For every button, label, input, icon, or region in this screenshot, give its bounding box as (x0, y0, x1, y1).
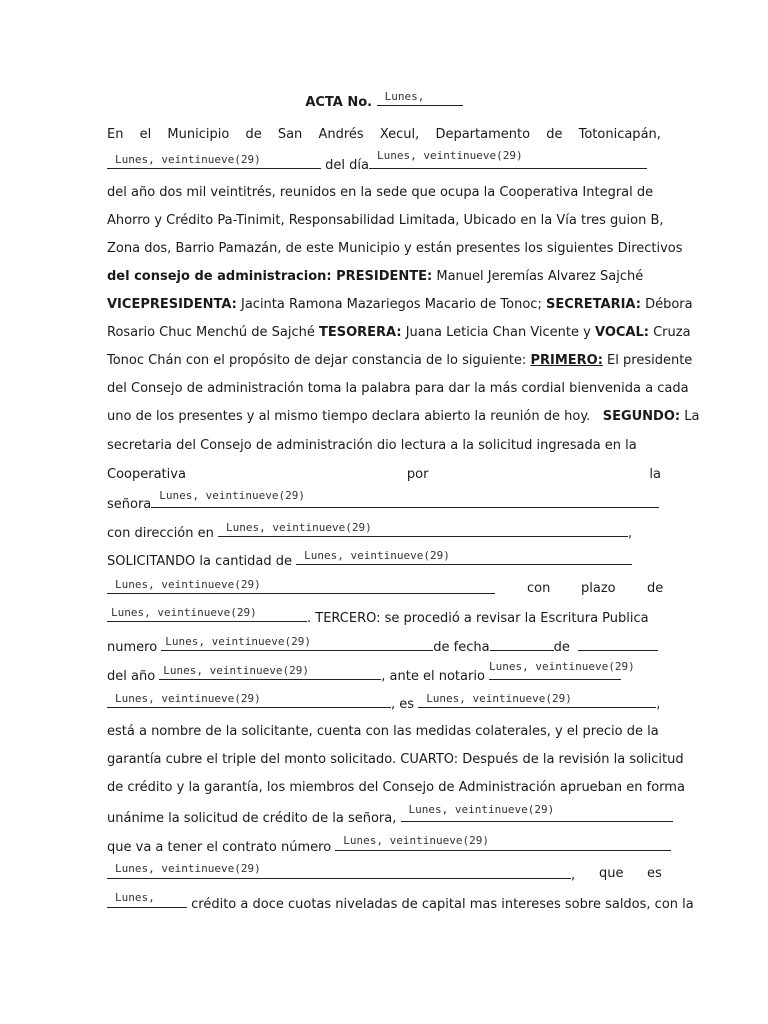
credit-type-field[interactable]: Lunes, (107, 892, 187, 908)
paragraph-line: numero Lunes, veintinueve(29) de fecha de (107, 635, 661, 657)
paragraph-line: del año Lunes, veintinueve(29) , ante el notario Lunes, veintinueve(29) (107, 660, 635, 684)
paragraph-line: de crédito y la garantía, los miembros del Consejo de Administración aprueban en forma (107, 780, 685, 795)
paragraph-line: garantía cubre el triple del monto solicitado. CUARTO: Después de la revisión la solicitud (107, 752, 684, 767)
deed-month-field[interactable] (578, 635, 658, 651)
paragraph-line: SOLICITANDO la cantidad de Lunes, veintinueve(29) (107, 549, 661, 571)
term-field[interactable]: Lunes, veintinueve(29) (107, 606, 307, 622)
paragraph-line: unánime la solicitud de crédito de la señora, Lunes, veintinueve(29) (107, 806, 661, 828)
deed-year-field[interactable]: Lunes, veintinueve(29) (159, 664, 381, 680)
paragraph-line: uno de los presentes y al mismo tiempo declara abierto la reunión de hoy. SEGUNDO: La (107, 409, 700, 424)
contract-number-field[interactable]: Lunes, veintinueve(29) (335, 835, 671, 851)
amount-field[interactable]: Lunes, veintinueve(29) (296, 549, 632, 565)
paragraph-line: Lunes, veintinueve(29) del día Lunes, veintinueve(29) (107, 153, 661, 175)
paragraph-line: Lunes, veintinueve(29) . TERCERO: se procedió a revisar la Escritura Publica (107, 606, 661, 628)
paragraph-line: Lunes, veintinueve(29) , es Lunes, veintinueve(29) , (107, 692, 661, 714)
acta-title (0, 90, 768, 110)
acta-number-field[interactable]: Lunes, (377, 90, 463, 106)
paragraph-line: Lunes, veintinueve(29) , que es (107, 863, 661, 885)
paragraph-line: del año dos mil veintitrés, reunidos en la sede que ocupa la Cooperativa Integral de (107, 185, 654, 200)
paragraph-line: Lunes, crédito a doce cuotas niveladas de capital mas intereses sobre saldos, con la (107, 892, 661, 914)
date-month-field[interactable]: Lunes, veintinueve(29) (369, 153, 647, 169)
paragraph-line: Cooperativa por la (107, 467, 661, 482)
applicant-name-field[interactable]: Lunes, veintinueve(29) (151, 492, 659, 508)
paragraph-line: VICEPRESIDENTA: Jacinta Ramona Mazariegos Macario de Tonoc; SECRETARIA: Débora (107, 297, 693, 312)
paragraph-line: Tonoc Chán con el propósito de dejar constancia de lo siguiente: PRIMERO: El presidente (107, 353, 693, 368)
paragraph-line: Ahorro y Crédito Pa-Tinimit, Responsabilidad Limitada, Ubicado en la Vía tres guion B, (107, 213, 664, 228)
paragraph-line: señora Lunes, veintinueve(29) (107, 492, 661, 514)
date-day-field[interactable]: Lunes, veintinueve(29) (107, 153, 321, 169)
deed-date-field[interactable] (490, 635, 554, 651)
paragraph-line: que va a tener el contrato número Lunes, veintinueve(29) (107, 835, 661, 857)
amount-words-field[interactable]: Lunes, veintinueve(29) (107, 578, 495, 594)
paragraph-line: está a nombre de la solicitante, cuenta con las medidas colaterales, y el precio de la (107, 724, 659, 739)
acta-title-label: ACTA No. (305, 95, 373, 110)
paragraph-line: En el Municipio de San Andrés Xecul, Departamento de Totonicapán, (107, 127, 661, 142)
paragraph-line: Zona dos, Barrio Pamazán, de este Municipio y están presentes los siguientes Directivos (107, 241, 683, 256)
paragraph-line: con dirección en Lunes, veintinueve(29) , (107, 521, 633, 541)
paragraph-line: secretaria del Consejo de administración dio lectura a la solicitud ingresada en la (107, 438, 637, 453)
paragraph-line: Rosario Chuc Menchú de Sajché TESORERA: Juana Leticia Chan Vicente y VOCAL: Cruza (107, 325, 691, 340)
approved-applicant-field[interactable]: Lunes, veintinueve(29) (401, 806, 673, 822)
paragraph-line: Lunes, veintinueve(29) con plazo de (107, 578, 661, 600)
contract-detail-field[interactable]: Lunes, veintinueve(29) (107, 863, 571, 879)
property-field[interactable]: Lunes, veintinueve(29) (418, 692, 656, 708)
paragraph-line: del consejo de administracion: PRESIDENTE: Manuel Jeremías Alvarez Sajché (107, 269, 644, 284)
deed-number-field[interactable]: Lunes, veintinueve(29) (161, 635, 433, 651)
address-field[interactable]: Lunes, veintinueve(29) (218, 521, 628, 537)
paragraph-line: del Consejo de administración toma la palabra para dar la más cordial bienvenida a cada (107, 381, 689, 396)
notary-detail-field[interactable]: Lunes, veintinueve(29) (107, 692, 391, 708)
notary-field[interactable]: Lunes, veintinueve(29) (489, 664, 621, 680)
